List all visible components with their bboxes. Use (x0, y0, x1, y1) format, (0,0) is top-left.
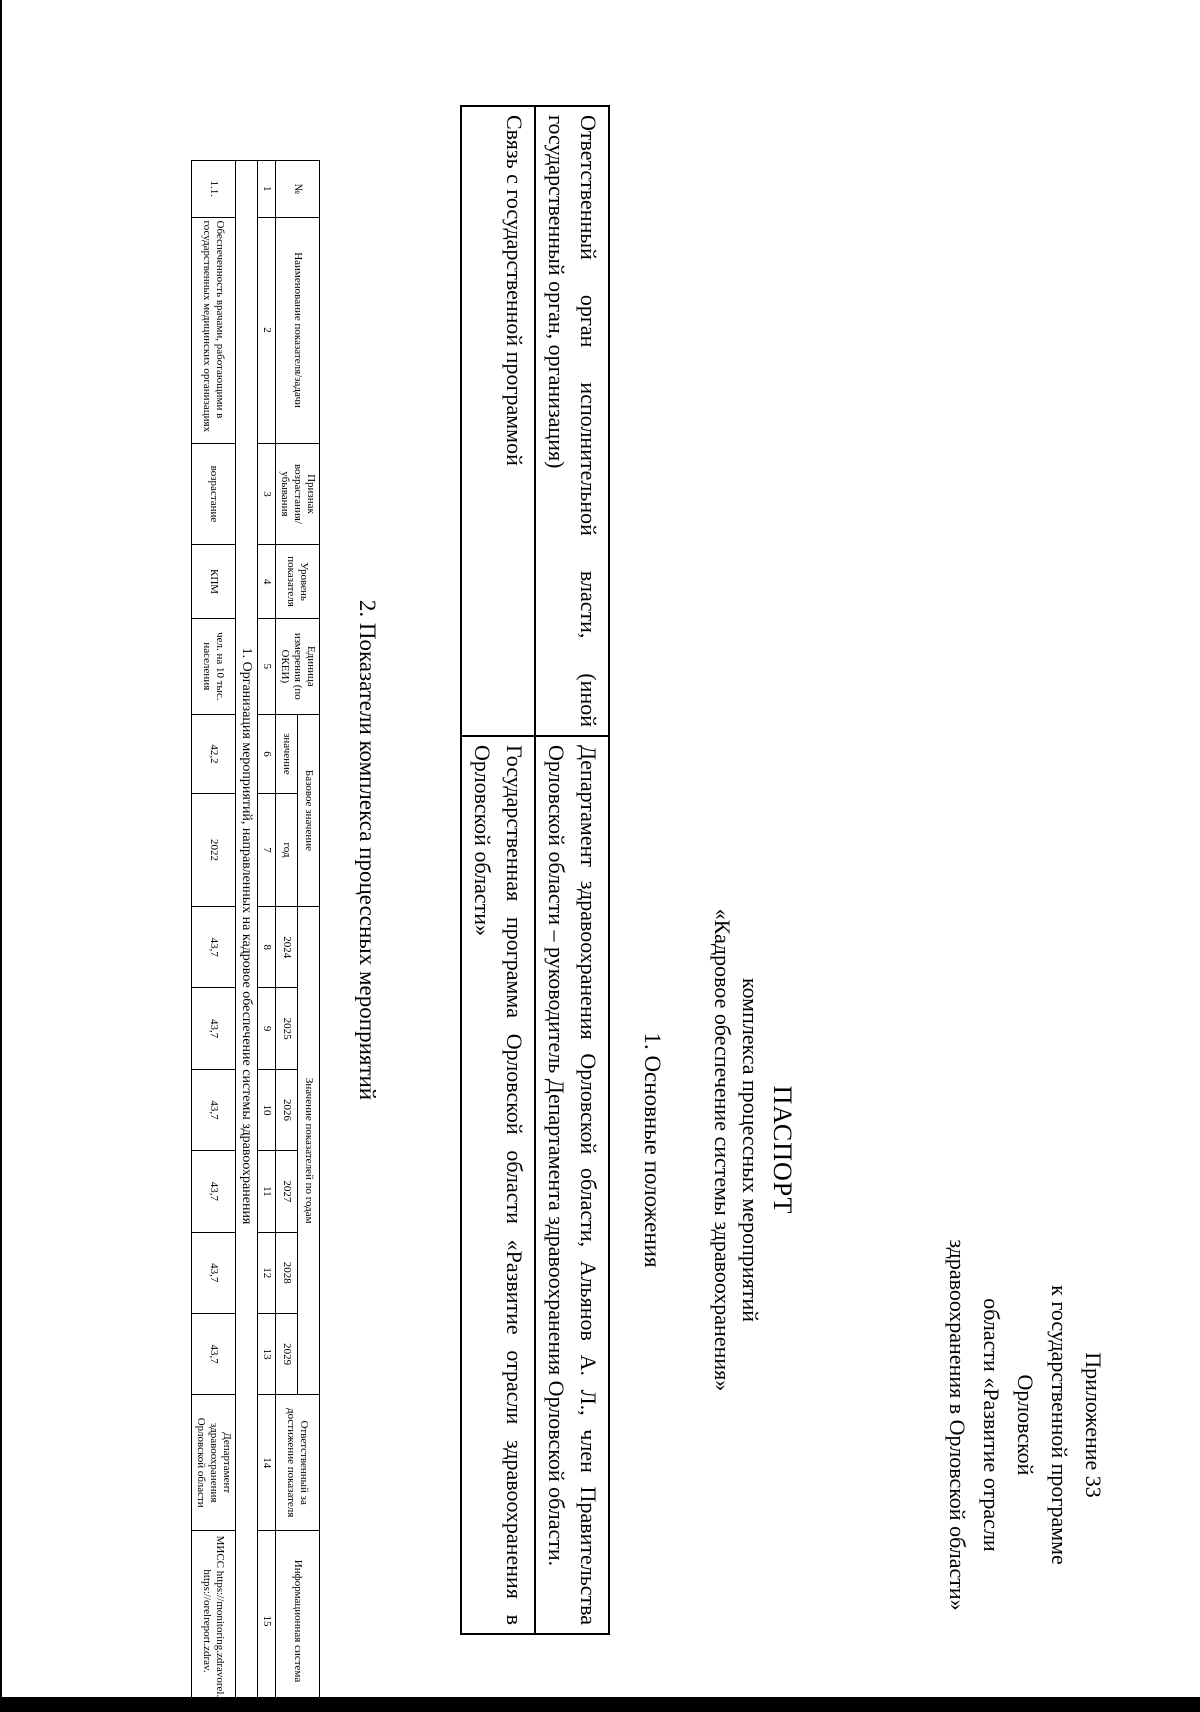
section-2-heading: 2. Показатели комплекса процессных мероприятий (355, 599, 380, 1101)
header-base: Базовое значение (298, 714, 320, 906)
appendix-line-4: здравоохранения в Орловской области» (945, 1239, 970, 1611)
column-number: 7 (258, 794, 276, 907)
header-years-group: Значение показателей по годам (298, 907, 320, 1395)
column-number: 15 (258, 1531, 276, 1712)
header-year: 2025 (276, 988, 298, 1069)
header-name: Наименование показателя/задачи (276, 217, 320, 443)
cell-year-value: 43,7 (192, 1069, 236, 1150)
header-base-year: год (276, 794, 298, 907)
cell-base-value: 42,2 (192, 714, 236, 793)
goal-text: 1. Организация мероприятий, направленных на кадровое обеспечение системы здравоохранения (236, 161, 258, 1712)
column-number: 11 (258, 1151, 276, 1232)
header-level: Уровень показателя (276, 545, 320, 618)
cell-name: Обеспеченность врачами, работающими в государственных медицинских организациях (192, 217, 236, 443)
passport-heading: ПАСПОРТ (768, 1085, 797, 1215)
column-number-row (258, 161, 276, 1712)
provision-key: Связь с государственной программой (461, 106, 535, 736)
header-year: 2029 (276, 1313, 298, 1394)
cell-system: МИСС https://monitoring.zdravorel.ru https://orelreport.zdrav. (192, 1531, 236, 1712)
header-year: 2026 (276, 1069, 298, 1150)
column-number: 10 (258, 1069, 276, 1150)
cell-year-value: 43,7 (192, 1232, 236, 1313)
column-number: 9 (258, 988, 276, 1069)
appendix-line-2: к государственной программе Орловской (1013, 1285, 1072, 1565)
column-number: 4 (258, 545, 276, 618)
table-row (192, 161, 236, 1712)
header-year: 2024 (276, 907, 298, 988)
column-number: 5 (258, 618, 276, 714)
column-number: 3 (258, 443, 276, 545)
header-year: 2027 (276, 1151, 298, 1232)
provision-value: Департамент здравоохранения Орловской области, Альянов А. Л., член Правительства Орловской области – руководитель Департамента здравоохранения Орловской области. (535, 736, 609, 1634)
column-number: 8 (258, 907, 276, 988)
cell-trend: возрастание (192, 443, 236, 545)
document-title (708, 700, 800, 1600)
header-year: 2028 (276, 1232, 298, 1313)
passport-subtitle: комплекса процессных мероприятий (738, 978, 763, 1322)
section-1-heading: 1. Основные положения (640, 1032, 665, 1268)
cell-level: КПМ (192, 545, 236, 618)
passport-name: «Кадровое обеспечение системы здравоохранения» (710, 908, 735, 1392)
table-row (461, 106, 535, 1634)
header-num: № (276, 161, 320, 218)
header-trend: Признак возрастания/ убывания (276, 443, 320, 545)
column-number: 14 (258, 1395, 276, 1531)
cell-unit: чел. на 10 тыс. населения (192, 618, 236, 714)
column-number: 13 (258, 1313, 276, 1394)
column-number: 6 (258, 714, 276, 793)
table-row (535, 106, 609, 1634)
column-number: 2 (258, 217, 276, 443)
header-responsible: Ответственный за достижение показателя (276, 1395, 320, 1531)
cell-year-value: 43,7 (192, 988, 236, 1069)
cell-base-year: 2022 (192, 794, 236, 907)
column-number: 12 (258, 1232, 276, 1313)
header-system: Информационная система (276, 1531, 320, 1712)
cell-num: 1.1. (192, 161, 236, 218)
cell-year-value: 43,7 (192, 907, 236, 988)
provision-key: Ответственный орган исполнительной власти, (иной государственный орган, организация) (535, 106, 609, 736)
cell-year-value: 43,7 (192, 1151, 236, 1232)
header-unit: Единица измерения (по ОКЕИ) (276, 618, 320, 714)
column-number: 1 (258, 161, 276, 218)
cell-year-value: 43,7 (192, 1313, 236, 1394)
indicators-table (191, 160, 320, 1712)
main-provisions-table (460, 105, 610, 1635)
appendix-line-1: Приложение 33 (1081, 1352, 1106, 1498)
appendix-block (940, 1235, 1110, 1615)
appendix-line-3: области «Развитие отрасли (979, 1298, 1004, 1552)
header-row (298, 161, 320, 1712)
goal-row (236, 161, 258, 1712)
provision-value: Государственная программа Орловской области «Развитие отрасли здравоохранения в Орловской области» (461, 736, 535, 1634)
header-base-value: значение (276, 714, 298, 793)
cell-responsible: Департамент здравоохранения Орловской области (192, 1395, 236, 1531)
